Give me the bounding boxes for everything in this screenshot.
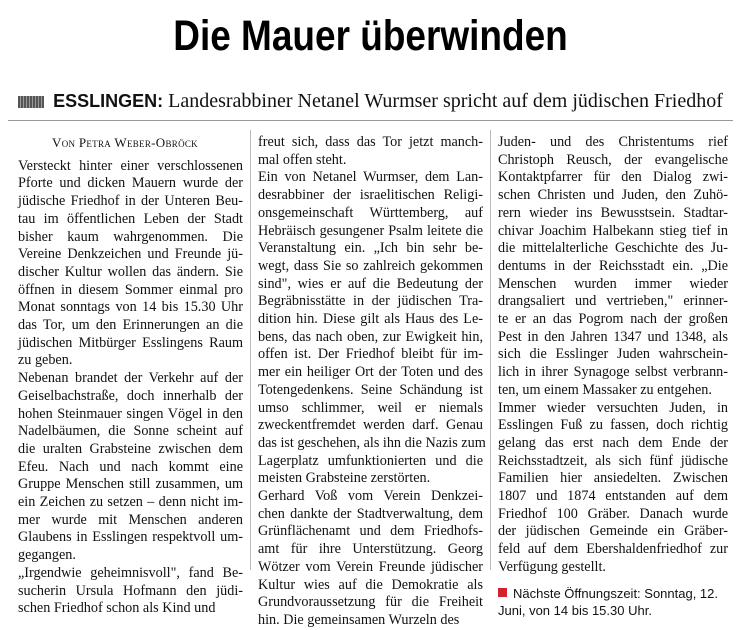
text-line: Immer wieder versuchten Juden, in	[498, 399, 728, 416]
text-line: Menschen wurden immer wieder	[498, 275, 728, 292]
opening-info-line2: Juni, von 14 bis 15.30 Uhr.	[498, 602, 652, 618]
text-line: Totengedenkens. Seine Schändung ist	[258, 381, 483, 398]
text-line: die uralten Grabsteine zwischen dem	[18, 440, 243, 457]
text-line: hin. Die gemeinsamen Wurzeln des	[258, 611, 460, 628]
text-line: offen ist. Der Friedhof bleibt für im-	[258, 346, 483, 363]
text-line: rern wieder ins Bewusstsein. Stadtar-	[498, 204, 728, 221]
column-1-text	[18, 158, 243, 618]
text-line: discher Kultur wollen das ändern. Sie	[18, 263, 243, 280]
text-line: mal offen steht.	[258, 151, 347, 168]
text-line: freut sich, dass das Tor jetzt manch-	[258, 134, 483, 150]
text-line: chivar Joachim Halbekann stieg tief in	[498, 222, 728, 239]
text-line: Esslingen Fuß zu fassen, doch richtig	[498, 417, 728, 434]
text-line: mer wurde mit Menschen anderen	[18, 511, 243, 528]
text-line: öffnen in diesem Sommer einmal pro	[18, 281, 243, 298]
column-1	[18, 134, 243, 618]
text-line: mer ein heiliger Ort der Toten und des	[258, 364, 483, 381]
text-line: zweckentfremdet werden darf. Genau	[258, 417, 483, 434]
text-line: wegt, dass Sie so zahlreich gekommen	[258, 257, 483, 274]
dateline-place: ESSLINGEN:	[53, 91, 164, 111]
text-line: Friedhof 100 Gräber. Danach wurde	[498, 505, 728, 522]
text-line: Christoph Reusch, der evangelische	[498, 151, 728, 168]
text-line: das Tor, um den Erinnerungen an die	[18, 317, 243, 334]
text-line: Versteckt hinter einer verschlossenen	[18, 157, 243, 174]
text-line: Pest in den Jahren 1347 und 1348, als	[498, 328, 728, 345]
text-line: zu geben.	[18, 352, 73, 369]
text-line: chen dankte der Stadtverwaltung, dem	[258, 505, 483, 522]
text-line: dentums in der Reichsstadt ein. „Die	[498, 257, 728, 274]
text-line: gegangen.	[18, 547, 76, 564]
column-3-text	[498, 134, 728, 577]
text-line: dition hin. Diese gilt als Haus des Le-	[258, 311, 483, 328]
opening-info-line1: Nächste Öffnungszeit: Sonntag, 12.	[513, 585, 719, 601]
text-line: tau im öffentlichen Leben der Stadt	[18, 210, 243, 227]
text-line: Monat sonntags von 14 bis 15.30 Uhr	[18, 299, 243, 316]
text-line: Pforte und dicken Mauern wurde der	[18, 175, 243, 192]
column-3	[498, 134, 728, 619]
text-line: amt für ihre Unterstützung. Georg	[258, 541, 483, 558]
text-line: Geiselbachstraße, doch innerhalb der	[18, 387, 243, 404]
text-line: umso schlimmer, weil er niemals	[258, 399, 483, 416]
text-line: bens, das nach oben, zur Ewigkeit hin,	[258, 328, 483, 345]
info-square-icon	[498, 588, 507, 597]
text-line: Grünflächenamt und dem Friedhofs-	[258, 523, 483, 540]
text-line: Nebenan brandet der Verkehr auf der	[18, 370, 243, 387]
text-line: Gruppe Menschen still zusammen, um	[18, 476, 243, 493]
column-divider	[490, 130, 491, 570]
text-line: „Irgendwie geheimnisvoll", fand Be-	[18, 564, 243, 581]
column-divider	[250, 130, 251, 570]
text-line: Wötzer vom Verein Freunde jüdischer	[258, 558, 483, 575]
text-line: jüdischen Mitbürger Esslingens Raum	[18, 334, 243, 351]
text-line: Ein von Netanel Wurmser, dem Lan-	[258, 169, 483, 186]
section-marker-icon	[18, 96, 44, 108]
text-line: das ist geschehen, als ihn die Nazis zum	[258, 434, 486, 451]
text-line: schen Christen und Juden, den Zuhö-	[498, 187, 728, 204]
text-line: sich die Esslinger Juden wahrschein-	[498, 346, 728, 363]
text-line: schen Friedhof schon als Kind und	[18, 600, 216, 617]
text-line: desrabbiner der israelitischen Religi-	[258, 187, 483, 204]
text-line: ein Zeichen zu setzen – denn nicht im-	[18, 494, 243, 511]
column-2	[258, 134, 486, 630]
subheadline	[0, 88, 741, 114]
divider	[8, 120, 733, 121]
text-line: die mittelalterliche Geschichte des Ju-	[498, 240, 728, 257]
text-line: feld auf dem Ebershaldenfriedhof zur	[498, 541, 728, 558]
opening-info	[498, 585, 728, 619]
text-line: Efeu. Nach und nach kommt eine	[18, 458, 243, 475]
text-line: Hebräisch gesungener Psalm leitete die	[258, 222, 483, 239]
text-line: 1807 und 1874 entstanden auf dem	[498, 488, 728, 505]
text-line: Vereine Denkzeichen und Freunde jü-	[18, 246, 243, 263]
text-line: gelang das erst nach dem Ende der	[498, 434, 728, 451]
text-line: Lagerplatz umfunktionierten und die	[258, 452, 483, 469]
text-line: jüdische Friedhof in der Unteren Beu-	[18, 193, 243, 210]
text-line: onsgemeinschaft Württemberg, auf	[258, 204, 483, 221]
text-line: der jüdischen Gemeinde ein Gräber-	[498, 523, 728, 540]
text-line: Grundvoraussetzung für die Freiheit	[258, 594, 483, 611]
text-line: te er an das Pogrom nach der großen	[498, 311, 728, 328]
text-line: Reichsstadtzeit, als sich fünf jüdische	[498, 452, 728, 469]
column-2-text	[258, 134, 486, 630]
text-line: sind", wies er auf die Bedeutung der	[258, 275, 483, 292]
text-line: Juden- und des Christentums rief	[498, 134, 728, 150]
subheadline-text: Landesrabbiner Netanel Wurmser spricht auf dem jüdischen Friedhof	[168, 90, 723, 112]
text-line: Nadelbäumen, die Sonne scheint auf	[18, 423, 243, 440]
text-line: drangsaliert und vertrieben," erinner-	[498, 293, 728, 310]
text-line: sucherin Ursula Hofmann den jüdi-	[18, 582, 243, 599]
text-line: Familien hier ansiedelten. Zwischen	[498, 470, 728, 487]
headline: Die Mauer überwinden	[173, 12, 568, 60]
text-line: Kultur wies auf die Demokratie als	[258, 576, 483, 593]
text-line: Verfügung gestellt.	[498, 558, 606, 575]
text-line: bisher kaum wahrgenommen. Die	[18, 228, 243, 245]
text-line: Gerhard Voß vom Verein Denkzei-	[258, 488, 483, 505]
text-line: Glaubens in Esslingen respektvoll um-	[18, 529, 243, 546]
text-line: meisten Grabsteine zerstörten.	[258, 470, 431, 487]
byline: Von Petra Weber-Obröck	[52, 135, 198, 150]
text-line: Kontaktpfarrer für den Dialog zwi-	[498, 169, 728, 186]
text-line: Veranstaltung ein. „Ich bin sehr be-	[258, 240, 483, 257]
text-line: lich in ihrer Synagoge selbst verbrann-	[498, 364, 728, 381]
text-line: hohen Steinmauer singen Vögel in den	[18, 405, 243, 422]
text-line: Begräbnisstätte in der jüdischen Tra-	[258, 293, 483, 310]
text-line: ten, um einem Massaker zu entgehen.	[498, 381, 712, 398]
